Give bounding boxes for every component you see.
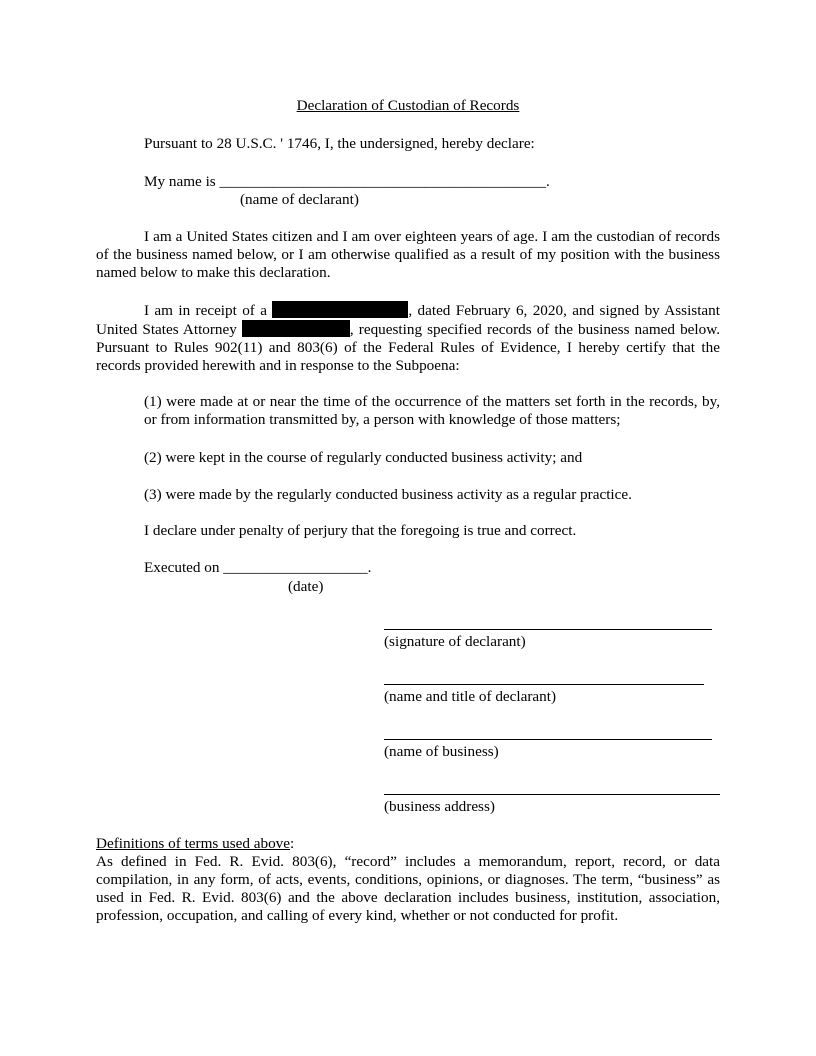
definitions-text: As defined in Fed. R. Evid. 803(6), “record” includes a memorandum, report, record, or data compilation, in any form, of acts, events, conditions, opinions, or diagnoses. The term, “business” as used in Fed. R. Evid. 803(6) and the above declaration includes business, institution, association, profession, occupation, and calling of every kind, whether or not conducted for profit. xyxy=(96,853,720,924)
document-title: Declaration of Custodian of Records xyxy=(296,97,520,114)
citizen-paragraph xyxy=(96,228,720,282)
citizen-paragraph-text: I am a United States citizen and I am over eighteen years of age. I am the custodian of records of the business named below, or I am otherwise qualified as a result of my position with the business named below to make this declaration. xyxy=(96,228,720,281)
receipt-text-3: , requesting specified records of the business named below. Pursuant to Rules 902(11) and 803(6) of the Federal Rules of Evidence, I hereby certify that the records provided herewith and in response to the Subpoena: xyxy=(96,321,720,374)
intro-statement: Pursuant to 28 U.S.C. ' 1746, I, the undersigned, hereby declare: xyxy=(144,135,535,152)
name-title-caption: (name and title of declarant) xyxy=(384,688,557,705)
certification-item-1: (1) were made at or near the time of the occurrence of the matters set forth in the records, by, or from information transmitted by, a person with knowledge of those matters; xyxy=(144,393,720,428)
definitions-heading-text: Definitions of terms used above xyxy=(96,835,291,852)
receipt-text-1: I am in receipt of a xyxy=(144,302,273,319)
perjury-statement: I declare under penalty of perjury that the foregoing is true and correct. xyxy=(144,522,577,539)
receipt-paragraph xyxy=(96,301,720,375)
receipt-text-2: , dated February 6, 2020, and signed by Assistant United States Attorney xyxy=(96,302,720,338)
redacted-document-name xyxy=(272,301,408,318)
redacted-attorney-name xyxy=(242,320,350,337)
business-name-rule xyxy=(384,739,712,740)
business-address-rule xyxy=(384,794,720,795)
certification-item-2: (2) were kept in the course of regularly conducted business activity; and xyxy=(144,449,583,466)
business-name-caption: (name of business) xyxy=(384,743,499,760)
definitions-heading xyxy=(96,835,294,853)
executed-date-line: Executed on ___________________. xyxy=(144,559,372,576)
definitions-heading-colon: : xyxy=(290,835,295,852)
declarant-name-line: My name is ___________________________________________. xyxy=(144,173,550,190)
executed-date-caption: (date) xyxy=(288,578,324,595)
name-title-rule xyxy=(384,684,704,685)
signature-rule xyxy=(384,629,712,630)
declarant-name-caption: (name of declarant) xyxy=(240,191,359,208)
signature-caption: (signature of declarant) xyxy=(384,633,526,650)
business-address-caption: (business address) xyxy=(384,798,495,815)
certification-item-3: (3) were made by the regularly conducted business activity as a regular practice. xyxy=(144,486,632,503)
